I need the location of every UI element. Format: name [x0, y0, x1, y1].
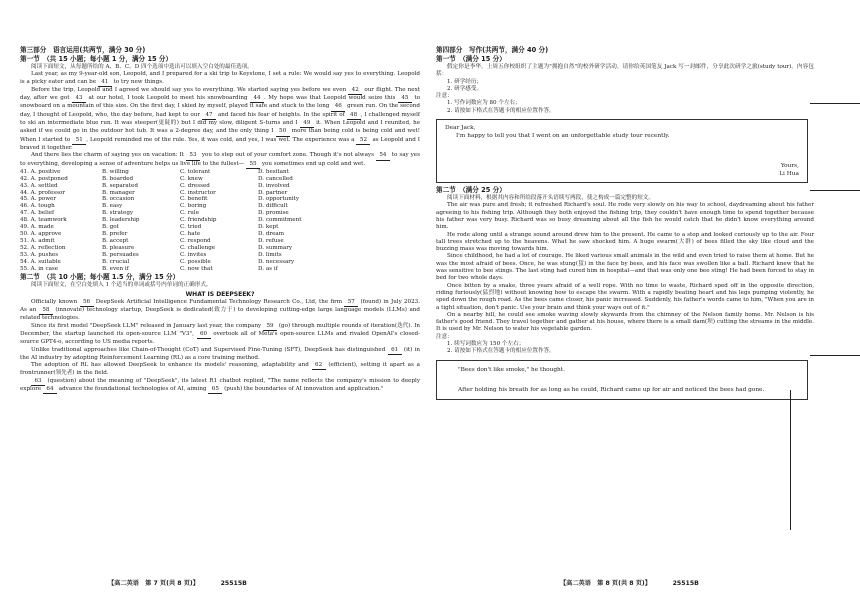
option-cell: D. opportunity — [258, 196, 300, 203]
option-cell: 47. A. belief — [20, 210, 55, 217]
blank-61: 61 — [388, 347, 402, 355]
blank-48: 48 — [347, 112, 361, 120]
option-cell: D. dream — [258, 231, 285, 238]
story-paragraph: He rode along until a strange sound around drew him to the present. He came to a stop and looked curiously up to the air. Four tall trees stretched up to the heavens. What he saw shocked him. A huge swarm(大群) of bees filled the sky like cloud and the buzzing mass was moving towards him. — [436, 231, 814, 253]
cloze-paragraph: Before the trip, Leopold and I agreed we should say yes to everything. We started saying yes before we even 42 our flight. The next day, after we got 43 at our hotel, I took Leopold to meet his snowboarding 44 . My hope was that Leopold would seize this 45 to snowboard on a mountain of this size. On the first day, I skied by myself, played it safe and stuck to the long 46 green run. On the second day, I thought of Leopold, who, the day before, had kept to our 47 and faced his fear of heights. In the spirit of 48 , I challenged myself to ski an intermediate blue run. It was steeper(更陡的) but I did my slow, diligent S-turns and I 49 it. When Leopold and I reunited, he asked if we could go in the outdoor hot tub. It was a 2-degree day, and the only thing I 50 more than being cold is being cold and wet! When I started to 51 , Leopold reminded me of the rule. Yes, it was cold, and yes, I was wet. The experience was a 52 as Leopold and I braved it together. — [20, 86, 421, 151]
left-page — [0, 0, 428, 609]
option-cell: C. respond — [180, 237, 211, 244]
option-cell: C. benefit — [180, 196, 208, 203]
part3-sec1-title: 第一节 （共 15 小题；每小题 1 分，满分 15 分） — [20, 55, 173, 63]
letter-sign-name: Li Hua — [779, 171, 799, 178]
option-cell: 49. A. made — [20, 224, 54, 231]
option-cell: C. instructor — [180, 189, 216, 196]
blank-58: 58 — [39, 307, 53, 315]
option-cell: C. boring — [180, 203, 207, 210]
option-cell: B. pleasure — [102, 244, 135, 251]
option-cell: B. easy — [102, 203, 123, 210]
note-2: 2. 请按如下格式在答题卡的相应位置作答。 — [447, 107, 555, 114]
option-row — [20, 169, 336, 176]
option-cell: 52. A. reflection — [20, 244, 66, 251]
blank-65: 65 — [208, 386, 222, 394]
option-cell: B. manager — [102, 189, 135, 196]
part3-sec2-instructions: 阅读下面短文，在空白处填入 1 个适当的单词或括号内单词的正确形式。 — [31, 282, 212, 289]
option-cell: 45. A. power — [20, 196, 56, 203]
option-cell: C. rule — [180, 210, 200, 217]
option-cell: D. refuse — [258, 237, 284, 244]
option-row — [20, 266, 336, 273]
deepseek-title: WHAT IS DEEPSEEK? — [185, 290, 255, 298]
binding-mark — [810, 355, 860, 356]
blank-54: 54 — [376, 152, 390, 160]
continuation-box — [436, 360, 808, 400]
story-paragraph: Since childhood, he had a lot of courage. He liked various small animals in the wild and even tried to raise them at home. But he was the most afraid of bees. Once, he was stung(蜇) in the face by bees, and his face was swollen like a ball. Richard knew that he was sensitive to bee stings. The last sting had cured him in hospital—and that was only one bee sting! He had been forced to stay in bed for two whole days. — [436, 253, 814, 282]
option-cell: C. possible — [180, 258, 211, 265]
blank-56: 56 — [80, 299, 94, 307]
option-row — [20, 190, 336, 197]
blank-62: 62 — [312, 362, 326, 370]
part4-sec1-title: 第一节 （满分 15 分） — [436, 55, 506, 63]
option-cell: B. occasion — [102, 196, 135, 203]
blank-46: 46 — [331, 103, 345, 111]
blank-60: 60 — [197, 331, 211, 339]
option-row — [20, 183, 336, 190]
page7-footer: 【高二英语 第 7 页(共 8 页)】 25515B — [108, 580, 247, 587]
option-cell: B. even if — [102, 265, 129, 272]
binding-mark — [810, 103, 860, 104]
blank-45: 45 — [398, 95, 412, 103]
part4-sec2-title: 第二节 （满分 25 分） — [436, 186, 506, 195]
story-paragraph: On a nearby hill, he could see smoke waving slowly skywards from the chimney of the Nelson family home. Mr. Nelson is his father's good friend. They travel together and gather at his house, where there is a small dam(坝) cutting the streams in the middle. It is used by Mr. Nelson to water his vegetable garden. — [436, 311, 814, 333]
option-cell: D. hesitant — [258, 168, 289, 175]
note-label-2: 注意： — [436, 333, 453, 340]
cloze-paragraph: And there lies the charm of saying yes on vacation: It 53 you to step out of your comfort zone. Though it's not always 54 to say yes to everything, developing a sense of adventure helps us live life to the fullest— 55 you sometimes end up cold and wet. — [20, 152, 420, 169]
page8-footer: 【高二英语 第 8 页(共 8 页)】 25515B — [560, 580, 699, 587]
option-cell: D. difficult — [258, 203, 288, 210]
part4-title: 第四部分 写作(共两节，满分 40 分) — [436, 46, 549, 54]
option-row — [20, 217, 336, 224]
option-row — [20, 231, 336, 238]
blank-43: 43 — [72, 95, 86, 103]
continuation-line-1: "Bees don't like smoke," he thought. — [458, 366, 565, 373]
option-cell: C. hate — [180, 231, 201, 238]
option-row — [20, 196, 336, 203]
binding-mark — [810, 190, 860, 191]
letter-box — [436, 119, 808, 183]
cloze-paragraph: Last year, as my 9-year-old son, Leopold, and I prepared for a ski trip to Keystone, I set a rule: We would say yes to everything. Leopold is a picky eater and can be 41 to try new things. — [20, 71, 420, 87]
note-label: 注意： — [436, 93, 453, 100]
blank-49: 49 — [300, 120, 314, 128]
continuation-instructions: 阅读下面材料，根据其内容和所给段落开头语续写两段，使之构成一篇完整的短文。 — [447, 195, 654, 202]
fill-paragraph: The adoption of RL has allowed DeepSeek to enhance its models' reasoning, adaptability and 62 (efficient), setting it apart as a frontrunner(领先者) in the field. — [20, 362, 420, 377]
option-cell: D. limits — [258, 251, 282, 258]
option-cell: C. now that — [180, 265, 213, 272]
blank-41: 41 — [98, 79, 112, 87]
option-cell: B. persuades — [102, 251, 139, 258]
option-cell: 41. A. positive — [20, 168, 61, 175]
option-cell: 50. A. approve — [20, 231, 62, 238]
option-cell: D. summary — [258, 244, 293, 251]
letter-greeting: Dear Jack, — [445, 125, 476, 132]
blank-57: 57 — [344, 299, 358, 307]
option-cell: D. as if — [258, 265, 278, 272]
option-cell: D. necessary — [258, 258, 295, 265]
fill-paragraph: Officially known 56 DeepSeek Artificial Intelligence Fundamental Technology Research Co., Ltd, the firm 57 (found) in July 2023. As an 58 (innovate) technology startup, DeepSeek is dedicated(致力于) to developing cutting-edge large language models (LLMs) and related technologies. — [20, 298, 420, 322]
option-cell: C. dressed — [180, 182, 210, 189]
story-paragraph: Once bitten by a snake, three years afraid of a well rope. With no time to waste, Richard sped off in the opposite direction, riding furiously(猛烈地) without knowing how to escape the swarm. With a rapidly beating heart and his legs pumping violently, he sped down the rough road. As the bees came closer, his panic increased. Suddenly, his father's words came to him, "When you are in a tight situation, don't panic. Use your brain and think your ways out of it." — [436, 282, 814, 311]
blank-53: 53 — [186, 152, 200, 160]
continuation-line-2: After holding his breath for as long as he could, Richard came up for air and noticed the bees had gone. — [458, 386, 765, 393]
option-cell: B. separated — [102, 182, 138, 189]
blank-42: 42 — [348, 87, 362, 95]
writing-prompt: 假定你是李华，上周五你校组织了主题为"拥抱自然"的校外研学活动，请你给英国笔友 Jack 写一封邮件，分享此次研学之旅(study tour)。内容包括： — [436, 64, 814, 78]
option-cell: B. accept — [102, 237, 129, 244]
fill-paragraph: 63 (question) about the meaning of "DeepSeek", its latest R1 chatbot replied, "The name reflects the company's mission to deeply explore 64 advance the foundational technologies of AI, aiming 65 (push) the boundaries of AI innovation and application." — [20, 378, 420, 395]
option-row — [20, 245, 336, 252]
letter-opening-line: I'm happy to tell you that I went on an unforgettable study tour recently. — [456, 133, 670, 140]
binding-mark — [790, 390, 791, 530]
option-row — [20, 238, 336, 245]
option-cell: D. commitment — [258, 217, 302, 224]
option-cell: C. knew — [180, 175, 203, 182]
note2-1: 1. 续写词数应为 150 个左右； — [447, 341, 525, 348]
option-cell: D. involved — [258, 182, 290, 189]
option-cell: B. leadership — [102, 217, 140, 224]
option-cell: C. challenge — [180, 244, 216, 251]
cloze-passage — [20, 71, 420, 169]
option-cell: B. prefer — [102, 231, 128, 238]
option-row — [20, 176, 336, 183]
option-cell: 55. A. in case — [20, 265, 59, 272]
part3-sec1-instructions: 阅读下面短文，从每题所给的 A、B、C、D 四个选项中选出可以填入空白处的最佳选项。 — [31, 64, 253, 70]
option-cell: D. partner — [258, 189, 288, 196]
blank-52: 52 — [356, 137, 370, 145]
option-cell: B. boarded — [102, 175, 134, 182]
blank-64: 64 — [43, 386, 57, 394]
part3-title: 第三部分 语言运用(共两节，满分 30 分) — [20, 46, 146, 54]
blank-50: 50 — [276, 128, 290, 136]
option-cell: 53. A. pushes — [20, 251, 59, 258]
option-cell: 43. A. settled — [20, 182, 58, 189]
prompt-point-2: 2. 研学感受。 — [447, 85, 483, 92]
option-cell: 42. A. postponed — [20, 175, 68, 182]
option-cell: B. willing — [102, 168, 129, 175]
option-cell: C. friendship — [180, 217, 217, 224]
option-cell: C. invites — [180, 251, 207, 258]
note2-2: 2. 请按如下格式在答题卡的相应位置作答。 — [447, 348, 555, 355]
option-cell: D. promise — [258, 210, 289, 217]
cloze-options-table — [20, 169, 336, 273]
fill-paragraph: Since its first model "DeepSeek LLM" released in January last year, the company 59 (go) through multiple rounds of iteration(迭代). In December, the startup launched its open-source LLM "V3", 60 overtook all of Meta's open-source LLMs and rivaled OpenAI's closed-source GPT4-o, according to US media reports. — [20, 322, 421, 346]
fill-paragraph: Unlike traditional approaches like Chain-of-Thought (CoT) and Supervised Fine-Tuning (SFT), DeepSeek has distinguished 61 (it) in the AI industry by adopting Reinforcement Learning (RL) as a core training method. — [20, 346, 420, 361]
blank-44: 44 — [250, 95, 264, 103]
option-row — [20, 259, 336, 266]
option-cell: B. strategy — [102, 210, 134, 217]
part3-sec2-title: 第二节 （共 10 小题；每小题 1.5 分，满分 15 分） — [20, 273, 180, 282]
right-page — [428, 0, 860, 609]
blank-59: 59 — [263, 323, 277, 331]
option-cell: 46. A. tough — [20, 203, 55, 210]
option-cell: C. tried — [180, 224, 202, 231]
blank-51: 51 — [72, 137, 86, 145]
option-cell: 54. A. suitable — [20, 258, 61, 265]
option-row — [20, 252, 336, 259]
fill-passage — [20, 299, 420, 395]
story-paragraph: The air was pure and fresh; it refreshed Richard's soul. He rode very slowly on his way to school, daydreaming about his father agreeing to his fishing trip. Although they both enjoyed the fishing trip, they couldn't have enough time to spend together because his father was very busy. Richard was so busy dreaming about all the fish he would catch that he didn't know everything around him. — [436, 202, 814, 231]
option-cell: C. tolerant — [180, 168, 211, 175]
option-cell: 44. A. professor — [20, 189, 66, 196]
blank-63: 63 — [31, 378, 45, 386]
option-cell: B. got — [102, 224, 119, 231]
option-cell: B. crucial — [102, 258, 130, 265]
option-cell: D. kept — [258, 224, 279, 231]
option-row — [20, 210, 336, 217]
blank-47: 47 — [202, 112, 216, 120]
letter-sign-yours: Yours, — [780, 163, 799, 170]
blank-55: 55 — [246, 161, 260, 169]
option-cell: D. cancelled — [258, 175, 293, 182]
option-row — [20, 203, 336, 210]
option-row — [20, 224, 336, 231]
prompt-point-1: 1. 研学经历； — [447, 78, 483, 85]
option-cell: 51. A. admit — [20, 237, 55, 244]
note-1: 1. 写作词数应为 80 个左右； — [447, 100, 521, 107]
option-cell: 48. A. teamwork — [20, 217, 67, 224]
